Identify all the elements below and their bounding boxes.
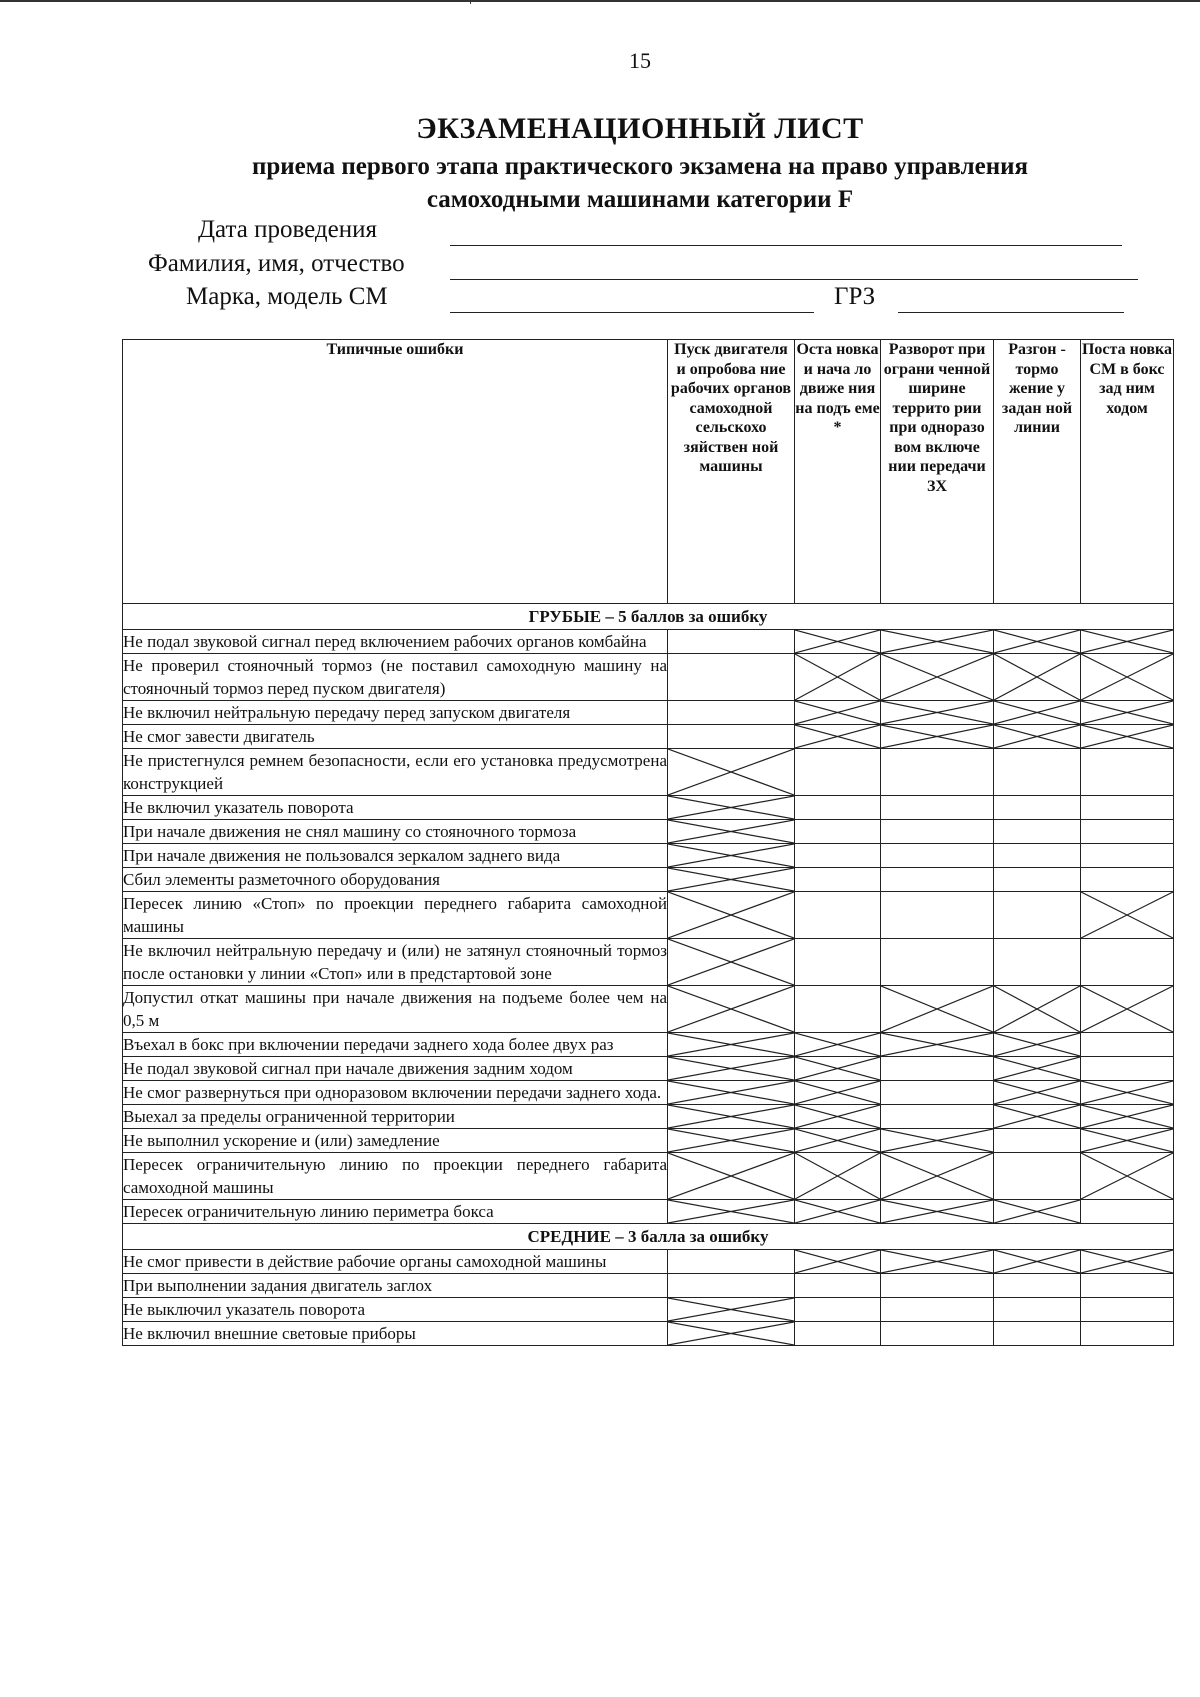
cross-mark-icon	[994, 1033, 1080, 1056]
crossed-out-cell	[668, 1200, 795, 1224]
crossed-out-cell	[668, 868, 795, 892]
cross-mark-icon	[994, 1105, 1080, 1128]
crossed-out-cell	[994, 1057, 1081, 1081]
section-title: СРЕДНИЕ – 3 балла за ошибку	[123, 1224, 1174, 1250]
score-cell[interactable]	[994, 796, 1081, 820]
column-header-reverse-parking: Поста новка СМ в бокс зад ним ходом	[1081, 340, 1174, 604]
score-cell[interactable]	[795, 796, 881, 820]
column-header-engine-start: Пуск двигателя и опробова ние рабочих органов самоходной сельскохо зяйствен ной машины	[668, 340, 795, 604]
score-cell[interactable]	[795, 868, 881, 892]
crossed-out-cell	[668, 1153, 795, 1200]
table-row	[123, 1129, 1174, 1153]
error-description: Выехал за пределы ограниченной территории	[123, 1105, 668, 1129]
table-row	[123, 986, 1174, 1033]
error-description: Не включил внешние световые приборы	[123, 1322, 668, 1346]
column-header-errors: Типичные ошибки	[123, 340, 668, 604]
cross-mark-icon	[668, 868, 794, 891]
error-description: Въехал в бокс при включении передачи заднего хода более двух раз	[123, 1033, 668, 1057]
crossed-out-cell	[795, 1081, 881, 1105]
cross-mark-icon	[668, 1081, 794, 1104]
score-cell[interactable]	[994, 1298, 1081, 1322]
cross-mark-icon	[1081, 630, 1173, 653]
cross-mark-icon	[881, 701, 993, 724]
table-row	[123, 1298, 1174, 1322]
score-cell[interactable]	[795, 939, 881, 986]
table-row	[123, 1081, 1174, 1105]
crossed-out-cell	[668, 844, 795, 868]
score-cell[interactable]	[795, 749, 881, 796]
score-cell[interactable]	[881, 844, 994, 868]
score-cell[interactable]	[795, 1274, 881, 1298]
crossed-out-cell	[1081, 725, 1174, 749]
score-cell[interactable]	[1081, 1274, 1174, 1298]
error-description: Не выключил указатель поворота	[123, 1298, 668, 1322]
score-cell[interactable]	[1081, 1033, 1174, 1057]
error-description: Не включил указатель поворота	[123, 796, 668, 820]
table-row	[123, 630, 1174, 654]
cross-mark-icon	[1081, 1081, 1173, 1104]
crossed-out-cell	[1081, 986, 1174, 1033]
crossed-out-cell	[994, 1105, 1081, 1129]
cross-mark-icon	[668, 986, 794, 1032]
error-description: Не включил нейтральную передачу и (или) не затянул стояночный тормоз после остановки у линии «Стоп» или в предстартовой зоне	[123, 939, 668, 986]
table-row	[123, 1322, 1174, 1346]
cross-mark-icon	[668, 939, 794, 985]
error-description: Не смог привести в действие рабочие органы самоходной машины	[123, 1250, 668, 1274]
score-cell[interactable]	[881, 892, 994, 939]
crossed-out-cell	[1081, 892, 1174, 939]
cross-mark-icon	[881, 725, 993, 748]
cross-mark-icon	[994, 1200, 1080, 1223]
cross-mark-icon	[668, 1057, 794, 1080]
score-cell[interactable]	[1081, 868, 1174, 892]
score-cell[interactable]	[994, 1129, 1081, 1153]
table-row	[123, 1274, 1174, 1298]
crossed-out-cell	[668, 1298, 795, 1322]
cross-mark-icon	[795, 1033, 880, 1056]
cross-mark-icon	[881, 654, 993, 700]
document-title: ЭКЗАМЕНАЦИОННЫЙ ЛИСТ	[416, 112, 864, 145]
cross-mark-icon	[795, 1200, 880, 1223]
score-cell[interactable]	[994, 1274, 1081, 1298]
cross-mark-icon	[668, 844, 794, 867]
score-cell[interactable]	[668, 1274, 795, 1298]
model-label: Марка, модель СМ	[186, 283, 388, 310]
error-description: При начале движения не пользовался зеркалом заднего вида	[123, 844, 668, 868]
cross-mark-icon	[795, 630, 880, 653]
error-description: При начале движения не снял машину со стояночного тормоза	[123, 820, 668, 844]
cross-mark-icon	[881, 986, 993, 1032]
model-field[interactable]	[450, 312, 814, 313]
date-label: Дата проведения	[198, 216, 377, 243]
table-row	[123, 1033, 1174, 1057]
cross-mark-icon	[1081, 654, 1173, 700]
crossed-out-cell	[881, 630, 994, 654]
table-row	[123, 892, 1174, 939]
crossed-out-cell	[1081, 1129, 1174, 1153]
crossed-out-cell	[668, 1105, 795, 1129]
table-row	[123, 654, 1174, 701]
column-header-u-turn: Разворот при ограни ченной ширине террито рии при одноразо вом включе нии передачи ЗХ	[881, 340, 994, 604]
error-description: Допустил откат машины при начале движения на подъеме более чем на 0,5 м	[123, 986, 668, 1033]
cross-mark-icon	[1081, 892, 1173, 938]
crossed-out-cell	[994, 1033, 1081, 1057]
document-subtitle	[0, 150, 1200, 216]
section-header-row	[123, 1224, 1174, 1250]
crossed-out-cell	[994, 1081, 1081, 1105]
cross-mark-icon	[994, 986, 1080, 1032]
error-description: Не включил нейтральную передачу перед запуском двигателя	[123, 701, 668, 725]
cross-mark-icon	[668, 1153, 794, 1199]
grz-field[interactable]	[898, 312, 1124, 313]
score-cell[interactable]	[881, 1081, 994, 1105]
section-title: ГРУБЫЕ – 5 баллов за ошибку	[123, 604, 1174, 630]
score-cell[interactable]	[881, 1274, 994, 1298]
error-description: Не выполнил ускорение и (или) замедление	[123, 1129, 668, 1153]
crossed-out-cell	[795, 1033, 881, 1057]
score-cell[interactable]	[994, 820, 1081, 844]
score-cell[interactable]	[994, 892, 1081, 939]
cross-mark-icon	[994, 725, 1080, 748]
crossed-out-cell	[1081, 1105, 1174, 1129]
cross-mark-icon	[668, 1129, 794, 1152]
cross-mark-icon	[668, 892, 794, 938]
crossed-out-cell	[881, 701, 994, 725]
cross-mark-icon	[1081, 1250, 1173, 1273]
cross-mark-icon	[795, 1057, 880, 1080]
table-header-row	[123, 340, 1174, 604]
cross-mark-icon	[668, 1105, 794, 1128]
table-row	[123, 725, 1174, 749]
crossed-out-cell	[668, 1129, 795, 1153]
crossed-out-cell	[1081, 1250, 1174, 1274]
score-cell[interactable]	[668, 1250, 795, 1274]
score-cell[interactable]	[994, 1322, 1081, 1346]
crossed-out-cell	[881, 1200, 994, 1224]
cross-mark-icon	[994, 630, 1080, 653]
error-description: Не подал звуковой сигнал при начале движения задним ходом	[123, 1057, 668, 1081]
table-row	[123, 844, 1174, 868]
crossed-out-cell	[881, 654, 994, 701]
cross-mark-icon	[1081, 701, 1173, 724]
score-cell[interactable]	[881, 1057, 994, 1081]
cross-mark-icon	[795, 725, 880, 748]
cross-mark-icon	[994, 1081, 1080, 1104]
score-cell[interactable]	[668, 701, 795, 725]
table-row	[123, 1057, 1174, 1081]
score-cell[interactable]	[994, 1153, 1081, 1200]
crossed-out-cell	[881, 986, 994, 1033]
table-row	[123, 796, 1174, 820]
table-row	[123, 1200, 1174, 1224]
column-header-acceleration-braking: Разгон - тормо жение у задан ной линии	[994, 340, 1081, 604]
crossed-out-cell	[994, 725, 1081, 749]
crossed-out-cell	[994, 654, 1081, 701]
score-cell[interactable]	[1081, 820, 1174, 844]
crossed-out-cell	[795, 1057, 881, 1081]
score-cell[interactable]	[795, 1322, 881, 1346]
score-cell[interactable]	[881, 749, 994, 796]
cross-mark-icon	[881, 1250, 993, 1273]
crossed-out-cell	[668, 796, 795, 820]
crossed-out-cell	[1081, 654, 1174, 701]
crossed-out-cell	[668, 939, 795, 986]
score-cell[interactable]	[881, 796, 994, 820]
crossed-out-cell	[1081, 701, 1174, 725]
crossed-out-cell	[795, 1200, 881, 1224]
subtitle-line-1: приема первого этапа практического экзамена на право управления	[251, 153, 1029, 180]
crossed-out-cell	[795, 630, 881, 654]
crossed-out-cell	[668, 1033, 795, 1057]
score-cell[interactable]	[881, 868, 994, 892]
cross-mark-icon	[881, 630, 993, 653]
crossed-out-cell	[795, 654, 881, 701]
error-description: Не подал звуковой сигнал перед включением рабочих органов комбайна	[123, 630, 668, 654]
crossed-out-cell	[994, 630, 1081, 654]
score-cell[interactable]	[1081, 1298, 1174, 1322]
error-description: Пересек линию «Стоп» по проекции переднего габарита самоходной машины	[123, 892, 668, 939]
full-name-field[interactable]	[450, 279, 1138, 280]
crossed-out-cell	[881, 1129, 994, 1153]
table-row	[123, 1105, 1174, 1129]
full-name-label: Фамилия, имя, отчество	[148, 250, 405, 277]
cross-mark-icon	[668, 1033, 794, 1056]
error-description: Не пристегнулся ремнем безопасности, если его установка предусмотрена конструкцией	[123, 749, 668, 796]
cross-mark-icon	[881, 1153, 993, 1199]
subtitle-line-2: самоходными машинами категории F	[426, 186, 854, 213]
cross-mark-icon	[668, 820, 794, 843]
score-cell[interactable]	[1081, 796, 1174, 820]
crossed-out-cell	[1081, 1081, 1174, 1105]
table-row	[123, 939, 1174, 986]
crossed-out-cell	[668, 1081, 795, 1105]
score-cell[interactable]	[881, 1105, 994, 1129]
score-cell[interactable]	[795, 844, 881, 868]
crossed-out-cell	[994, 701, 1081, 725]
crossed-out-cell	[795, 1153, 881, 1200]
crossed-out-cell	[668, 986, 795, 1033]
crossed-out-cell	[795, 1129, 881, 1153]
table-row	[123, 1250, 1174, 1274]
crossed-out-cell	[881, 1033, 994, 1057]
section-header-row	[123, 604, 1174, 630]
table-row	[123, 820, 1174, 844]
table-row	[123, 868, 1174, 892]
crossed-out-cell	[668, 749, 795, 796]
score-cell[interactable]	[881, 939, 994, 986]
grz-label: ГРЗ	[834, 283, 876, 310]
crossed-out-cell	[795, 725, 881, 749]
cross-mark-icon	[668, 1322, 794, 1345]
cross-mark-icon	[994, 654, 1080, 700]
score-cell[interactable]	[1081, 844, 1174, 868]
page-number: 15	[629, 48, 651, 73]
cross-mark-icon	[795, 1153, 880, 1199]
errors-table-body	[123, 604, 1174, 1346]
score-cell[interactable]	[668, 725, 795, 749]
error-description: Не проверил стояночный тормоз (не поставил самоходную машину на стояночный тормоз перед пуском двигателя)	[123, 654, 668, 701]
errors-table	[122, 339, 1174, 1346]
score-cell[interactable]	[1081, 1322, 1174, 1346]
score-cell[interactable]	[1081, 939, 1174, 986]
crossed-out-cell	[881, 725, 994, 749]
score-cell[interactable]	[795, 986, 881, 1033]
table-row	[123, 701, 1174, 725]
crossed-out-cell	[994, 986, 1081, 1033]
date-field[interactable]	[450, 245, 1122, 246]
score-cell[interactable]	[994, 844, 1081, 868]
crossed-out-cell	[795, 1105, 881, 1129]
score-cell[interactable]	[881, 1322, 994, 1346]
error-description: Не смог развернуться при одноразовом включении передачи заднего хода.	[123, 1081, 668, 1105]
crossed-out-cell	[1081, 630, 1174, 654]
score-cell[interactable]	[1081, 1057, 1174, 1081]
crossed-out-cell	[795, 1250, 881, 1274]
crossed-out-cell	[668, 892, 795, 939]
score-cell[interactable]	[795, 892, 881, 939]
score-cell[interactable]	[795, 1298, 881, 1322]
cross-mark-icon	[795, 1129, 880, 1152]
cross-mark-icon	[668, 749, 794, 795]
table-row	[123, 749, 1174, 796]
cross-mark-icon	[795, 654, 880, 700]
error-description: Пересек ограничительную линию периметра бокса	[123, 1200, 668, 1224]
error-description: При выполнении задания двигатель заглох	[123, 1274, 668, 1298]
cross-mark-icon	[994, 701, 1080, 724]
score-cell[interactable]	[668, 654, 795, 701]
cross-mark-icon	[795, 1105, 880, 1128]
crossed-out-cell	[881, 1153, 994, 1200]
crossed-out-cell	[668, 820, 795, 844]
cross-mark-icon	[795, 1081, 880, 1104]
cross-mark-icon	[1081, 1153, 1173, 1199]
cross-mark-icon	[994, 1057, 1080, 1080]
cross-mark-icon	[881, 1200, 993, 1223]
cross-mark-icon	[881, 1033, 993, 1056]
crossed-out-cell	[668, 1057, 795, 1081]
cross-mark-icon	[795, 701, 880, 724]
top-border-line	[0, 0, 1200, 2]
crossed-out-cell	[994, 1250, 1081, 1274]
score-cell[interactable]	[1081, 749, 1174, 796]
crossed-out-cell	[994, 1200, 1081, 1224]
cross-mark-icon	[668, 796, 794, 819]
cross-mark-icon	[668, 1200, 794, 1223]
column-header-hill-start: Оста новка и нача ло движе ния на подъ еме *	[795, 340, 881, 604]
cross-mark-icon	[1081, 725, 1173, 748]
error-description: Пересек ограничительную линию по проекции переднего габарита самоходной машины	[123, 1153, 668, 1200]
crossed-out-cell	[668, 1322, 795, 1346]
score-cell[interactable]	[994, 939, 1081, 986]
cross-mark-icon	[1081, 1129, 1173, 1152]
crossed-out-cell	[1081, 1153, 1174, 1200]
score-cell[interactable]	[994, 749, 1081, 796]
score-cell[interactable]	[1081, 1200, 1174, 1224]
cross-mark-icon	[994, 1250, 1080, 1273]
score-cell[interactable]	[795, 820, 881, 844]
cross-mark-icon	[668, 1298, 794, 1321]
cross-mark-icon	[881, 1129, 993, 1152]
crossed-out-cell	[795, 701, 881, 725]
cross-mark-icon	[1081, 986, 1173, 1032]
score-cell[interactable]	[881, 820, 994, 844]
score-cell[interactable]	[668, 630, 795, 654]
table-row	[123, 1153, 1174, 1200]
cross-mark-icon	[795, 1250, 880, 1273]
crossed-out-cell	[881, 1250, 994, 1274]
score-cell[interactable]	[881, 1298, 994, 1322]
error-description: Сбил элементы разметочного оборудования	[123, 868, 668, 892]
score-cell[interactable]	[994, 868, 1081, 892]
error-description: Не смог завести двигатель	[123, 725, 668, 749]
cross-mark-icon	[1081, 1105, 1173, 1128]
